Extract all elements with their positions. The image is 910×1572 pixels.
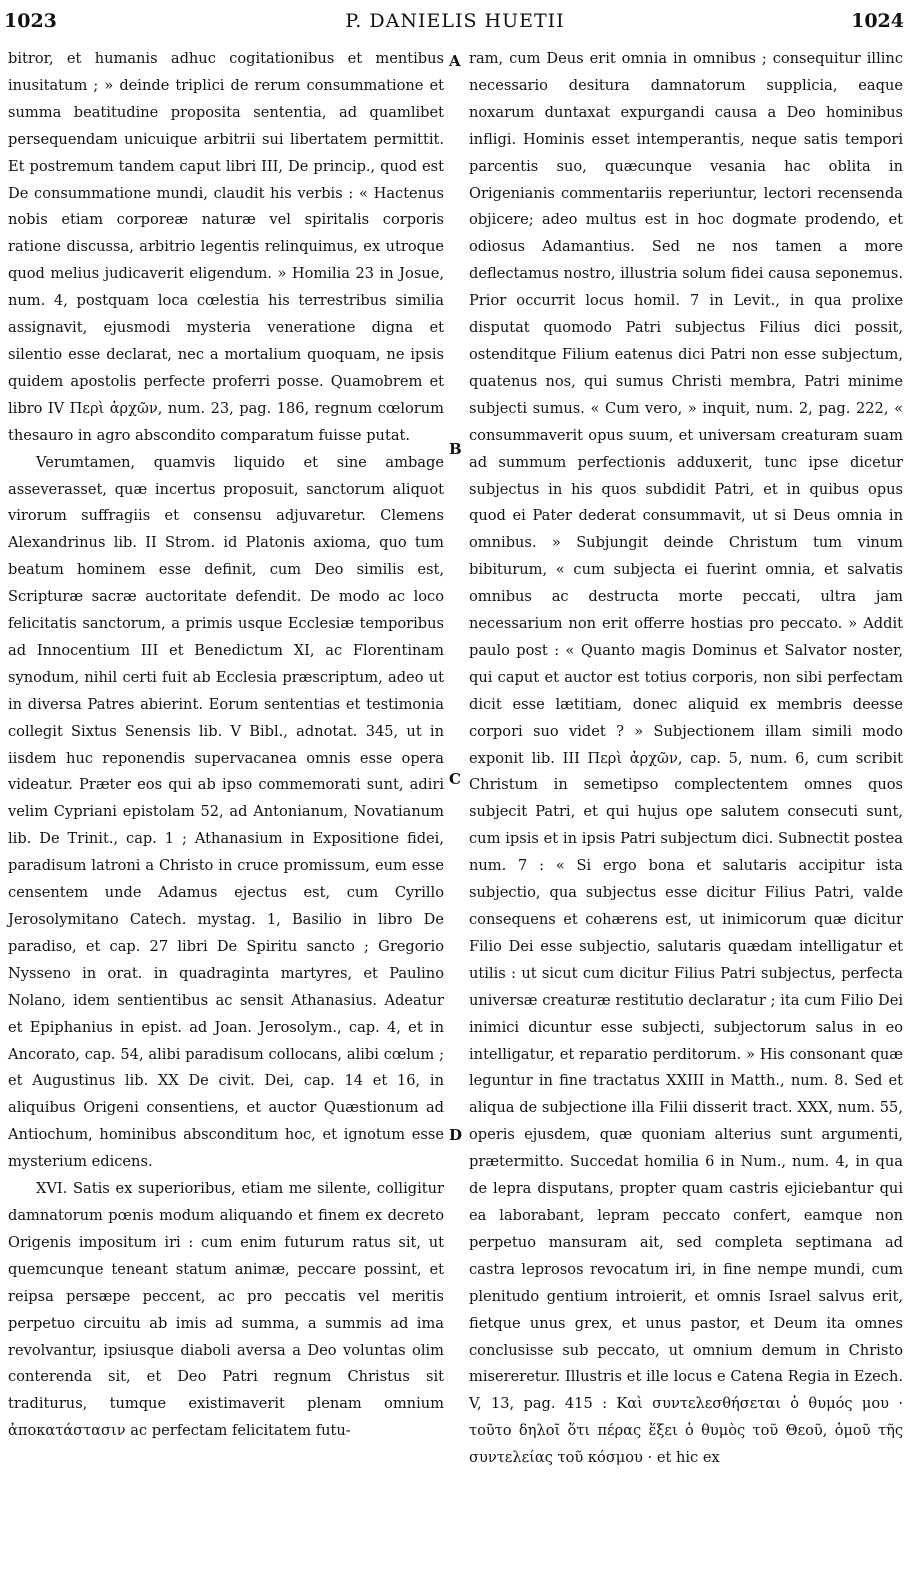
margin-letter-d: D — [449, 1126, 463, 1144]
paragraph: XVI. Satis ex superioribus, etiam me silente, colligitur damnatorum pœnis modum aliquando et finem ex decreto Origenis impositum iri : cum enim futurum ratus sit, ut quemcunque teneant statum animæ, peccare possint, et reipsa persæpe peccent, ac pro peccatis vel meritis perpetuo circuitu ab imis ad summa, a summis ad ima revolvantur, ipsiusque diaboli aversa a Deo voluntas olim conterenda sit, et Deo Patri regnum Christus sit traditurus, tumque existimaverit plenam omnium ἀποκατάστασιν ac perfectam felicitatem futu- — [8, 1180, 444, 1440]
page-number-right: 1024 — [851, 10, 904, 32]
paragraph: bitror, et humanis adhuc cogitationibus et mentibus inusitatum ; » deinde triplici de rerum consummatione et summa beatitudine proposita sententia, ad quamlibet persequendam unicuique arbitrii sui libertatem permittit. Et postremum tandem caput libri III, De princip., quod est De consummatione mundi, claudit his verbis : « Hactenus nobis etiam corporeæ naturæ vel spiritalis corporis ratione discussa, arbitrio legentis relinquimus, ex utroque quod melius judicaverit eligendum. » Homilia 23 in Josue, num. 4, postquam loca cœlestia his terrestribus similia assignavit, ejusmodi mysteria veneratione digna et silentio esse declarat, nec a mortalium quoquam, ne ipsis quidem apostolis perfecte proferri posse. Quamobrem et libro IV Περὶ ἀρχῶν, num. 23, pag. 186, regnum cœlorum thesauro in agro abscondito comparatum fuisse putat. — [8, 50, 444, 444]
margin-letter-b: B — [449, 440, 462, 458]
paragraph: ram, cum Deus erit omnia in omnibus ; consequitur illinc necessario desitura damnatorum supplicia, eaque noxarum duntaxat expurgandi causa a Deo hominibus infligi. Hominis esset intemperantis, neque satis tempori parcentis suo, quæcunque vesania hac oblita in Origenianis commentariis reperiuntur, lectori recensenda objicere; adeo multus est in hoc dogmate prodendo, et odiosus Adamantius. Sed ne nos tamen a more deflectamus nostro, illustria solum fidei causa seponemus. Prior occurrit locus homil. 7 in Levit., in qua prolixe disputat quomodo Patri subjectus Filius dici possit, ostenditque Filium eatenus dici Patri non esse subjectum, quatenus nos, qui sumus Christi membra, Patri minime subjecti sumus. « Cum vero, » inquit, num. 2, pag. 222, « consummaverit opus suum, et universam creaturam suam ad summum perfectionis adduxerit, tunc ipse dicetur subjectus in his quos subdidit Patri, et in quibus opus quod ei Pater dederat consummavit, ut si Deus omnia in omnibus. » Subjungit deinde Christum tum vinum bibiturum, « cum subjecta ei fuerint omnia, et salvatis omnibus ac destructa morte peccati, ultra jam necessarium non erit offerre hostias pro peccato. » Addit paulo post : « Quanto magis Dominus et Salvator noster, qui caput et auctor est totius corporis, non sibi perfectam dicit esse lætitiam, donec aliquid ex membris deesse corpori suo videt ? » Subjectionem illam simili modo exponit lib. III Περὶ ἀρχῶν, cap. 5, num. 6, cum scribit Christum in semetipso complectentem omnes quos subjecit Patri, et qui hujus ope salutem consecuti sunt, cum ipsis et in ipsis Patri subjectum dici. Subnectit postea num. 7 : « Si ergo bona et salutaris accipitur ista subjectio, qua subjectus esse dicitur Filius Patri, valde consequens et cohærens est, ut inimicorum quæ dicitur Filio Dei esse subjectio, salutaris quædam intelligatur et utilis : ut sicut cum dicitur Filius Patri subjectus, perfecta universæ creaturæ restitutio declaratur ; ita cum Filio Dei inimici dicuntur esse subjecti, subjectorum salus in eo intelligatur, et reparatio perditorum. » His consonant quæ leguntur in fine tractatus XXIII in Matth., num. 8. Sed et aliqua de subjectione illa Filii disserit tract. XXX, num. 55, operis ejusdem, quæ quoniam alterius sunt argumenti, prætermitto. Succedat homilia 6 in Num., num. 4, in qua de lepra disputans, propter quam castris ejiciebantur qui ea laborabant, lepram peccato confert, eamque non perpetuo mansuram ait, sed completa septimana ad castra leprosos revocatum iri, in fine nempe mundi, cum plenitudo gentium introierit, et omnis Israel salvus erit, fietque unus grex, et unus pastor, et Deum ita omnes conclusisse sub peccato, ut omnium demum in Christo misereretur. Illustris et ille locus e Catena Regia in Ezech. V, 13, pag. 415 : Καὶ συντελεσθήσεται ὁ θυμός μου · τοῦτο δηλοῖ ὅτι πέρας ἕξει ὁ θυμὸς τοῦ Θεοῦ, ὁμοῦ τῆς συντελείας τοῦ κόσμου · et hic ex — [469, 50, 903, 1467]
page-number-left: 1023 — [4, 10, 57, 32]
right-column — [469, 46, 903, 1472]
margin-letter-a: A — [449, 52, 461, 70]
margin-letter-c: C — [449, 770, 461, 788]
running-title: P. DANIELIS HUETII — [345, 10, 565, 32]
running-header — [0, 6, 910, 40]
left-column — [8, 46, 444, 1445]
paragraph: Verumtamen, quamvis liquido et sine ambage asseverasset, quæ incertus proposuit, sanctorum aliquot virorum suffragiis et consensu adjuvaretur. Clemens Alexandrinus lib. II Strom. id Platonis axioma, quo tum beatum hominem esse definit, cum Deo similis est, Scripturæ sacræ auctoritate defendit. De modo ac loco felicitatis sanctorum, a primis usque Ecclesiæ temporibus ad Innocentium III et Benedictum XI, ac Florentinam synodum, nihil certi fuit ab Ecclesia præscriptum, adeo ut in diversa Patres abierint. Eorum sententias et testimonia collegit Sixtus Senensis lib. V Bibl., adnotat. 345, ut in iisdem huc reponendis supervacanea omnis esse opera videatur. Præter eos qui ab ipso commemorati sunt, adiri velim Cypriani epistolam 52, ad Antonianum, Novatianum lib. De Trinit., cap. 1 ; Athanasium in Expositione fidei, paradisum latroni a Christo in cruce promissum, eum esse censentem unde Adamus ejectus est, cum Cyrillo Jerosolymitano Catech. mystag. 1, Basilio in libro De paradiso, et cap. 27 libri De Spiritu sancto ; Gregorio Nysseno in orat. in quadraginta martyres, et Paulino Nolano, idem sentientibus ac sensit Athanasius. Adeatur et Epiphanius in epist. ad Joan. Jerosolym., cap. 4, et in Ancorato, cap. 54, alibi paradisum collocans, alibi cœlum ; et Augustinus lib. XX De civit. Dei, cap. 14 et 16, in aliquibus Origeni consentiens, et auctor Quæstionum ad Antiochum, hominibus absconditum hoc, et ignotum esse mysterium edicens. — [8, 453, 444, 1171]
